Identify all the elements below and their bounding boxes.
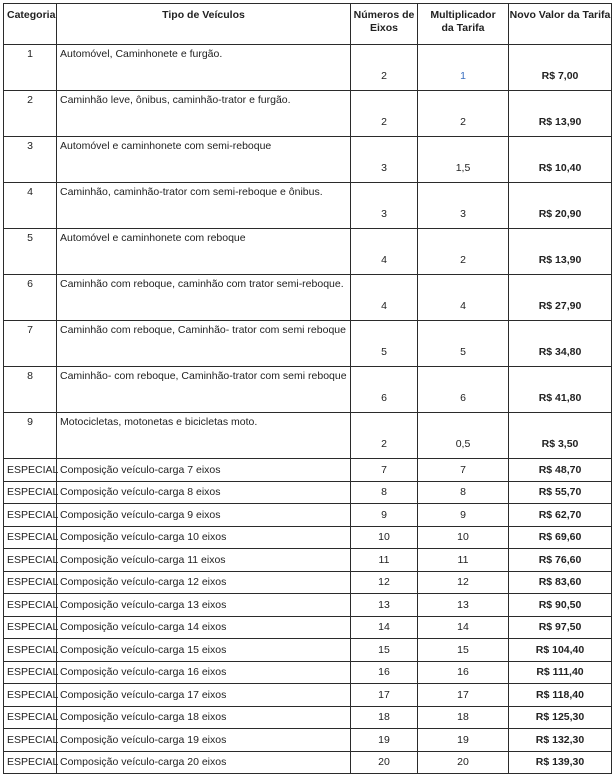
cell-multiplicador: 14 [418,616,509,639]
cell-numero-de-eixos: 16 [351,661,418,684]
cell-categoria: 6 [4,275,57,321]
cell-numero-de-eixos: 6 [351,367,418,413]
header-mult-line2: da Tarifa [441,22,485,34]
table-row [4,137,612,183]
cell-numero-de-eixos: 17 [351,684,418,707]
cell-categoria: ESPECIAL [4,549,57,572]
cell-multiplicador: 11 [418,549,509,572]
cell-multiplicador: 9 [418,504,509,527]
cell-novo-valor: R$ 118,40 [509,684,612,707]
table-row [4,183,612,229]
cell-tipo-de-veiculo: Composição veículo-carga 16 eixos [57,661,351,684]
cell-categoria: ESPECIAL [4,616,57,639]
cell-numero-de-eixos: 8 [351,481,418,504]
cell-tipo-de-veiculo: Composição veículo-carga 10 eixos [57,526,351,549]
cell-tipo-de-veiculo: Composição veículo-carga 15 eixos [57,639,351,662]
cell-numero-de-eixos: 15 [351,639,418,662]
cell-tipo-de-veiculo: Automóvel e caminhonete com reboque [57,229,351,275]
cell-numero-de-eixos: 2 [351,45,418,91]
cell-numero-de-eixos: 20 [351,751,418,774]
cell-numero-de-eixos: 7 [351,459,418,482]
table-row [4,526,612,549]
cell-multiplicador: 2 [418,91,509,137]
cell-multiplicador: 3 [418,183,509,229]
cell-multiplicador: 18 [418,706,509,729]
header-novo-valor: Novo Valor da Tarifa [509,4,612,45]
header-eixos-line1: Números de [353,9,415,21]
cell-multiplicador: 8 [418,481,509,504]
table-header-row [4,4,612,45]
cell-numero-de-eixos: 11 [351,549,418,572]
cell-categoria: 1 [4,45,57,91]
cell-tipo-de-veiculo: Caminhão com reboque, Caminhão- trator com semi reboque [57,321,351,367]
cell-tipo-de-veiculo: Caminhão leve, ônibus, caminhão-trator e furgão. [57,91,351,137]
table-row [4,275,612,321]
cell-novo-valor: R$ 34,80 [509,321,612,367]
header-multiplicador [418,4,509,45]
cell-numero-de-eixos: 18 [351,706,418,729]
cell-novo-valor: R$ 3,50 [509,413,612,459]
cell-multiplicador: 7 [418,459,509,482]
cell-tipo-de-veiculo: Composição veículo-carga 9 eixos [57,504,351,527]
cell-tipo-de-veiculo: Composição veículo-carga 7 eixos [57,459,351,482]
cell-multiplicador: 5 [418,321,509,367]
cell-numero-de-eixos: 2 [351,91,418,137]
cell-novo-valor: R$ 83,60 [509,571,612,594]
cell-tipo-de-veiculo: Composição veículo-carga 19 eixos [57,729,351,752]
cell-categoria: ESPECIAL [4,684,57,707]
table-row [4,459,612,482]
cell-categoria: 7 [4,321,57,367]
table-row [4,45,612,91]
cell-tipo-de-veiculo: Caminhão- com reboque, Caminhão-trator com semi reboque [57,367,351,413]
cell-numero-de-eixos: 4 [351,275,418,321]
table-body [4,45,612,774]
cell-novo-valor: R$ 48,70 [509,459,612,482]
table-row [4,661,612,684]
table-row [4,481,612,504]
cell-numero-de-eixos: 19 [351,729,418,752]
cell-novo-valor: R$ 97,50 [509,616,612,639]
cell-tipo-de-veiculo: Automóvel e caminhonete com semi-reboque [57,137,351,183]
header-eixos-line2: Eixos [369,22,398,34]
cell-multiplicador: 13 [418,594,509,617]
cell-novo-valor: R$ 132,30 [509,729,612,752]
header-tipo-de-veiculos: Tipo de Veículos [57,4,351,45]
cell-categoria: ESPECIAL [4,594,57,617]
cell-numero-de-eixos: 2 [351,413,418,459]
header-numeros-de-eixos [351,4,418,45]
cell-tipo-de-veiculo: Automóvel, Caminhonete e furgão. [57,45,351,91]
table-row [4,684,612,707]
cell-novo-valor: R$ 76,60 [509,549,612,572]
cell-categoria: ESPECIAL [4,661,57,684]
cell-multiplicador: 2 [418,229,509,275]
cell-categoria: 3 [4,137,57,183]
table-row [4,639,612,662]
cell-novo-valor: R$ 69,60 [509,526,612,549]
table-row [4,571,612,594]
cell-novo-valor: R$ 7,00 [509,45,612,91]
table-row [4,413,612,459]
cell-tipo-de-veiculo: Composição veículo-carga 20 eixos [57,751,351,774]
cell-categoria: ESPECIAL [4,751,57,774]
cell-multiplicador: 1 [418,45,509,91]
cell-categoria: ESPECIAL [4,481,57,504]
cell-tipo-de-veiculo: Motocicletas, motonetas e bicicletas moto. [57,413,351,459]
cell-tipo-de-veiculo: Composição veículo-carga 18 eixos [57,706,351,729]
table-row [4,504,612,527]
cell-novo-valor: R$ 10,40 [509,137,612,183]
cell-multiplicador: 4 [418,275,509,321]
cell-tipo-de-veiculo: Composição veículo-carga 17 eixos [57,684,351,707]
cell-multiplicador: 16 [418,661,509,684]
cell-tipo-de-veiculo: Composição veículo-carga 12 eixos [57,571,351,594]
cell-categoria: 2 [4,91,57,137]
cell-categoria: ESPECIAL [4,459,57,482]
table-row [4,729,612,752]
table-row [4,91,612,137]
cell-multiplicador: 1,5 [418,137,509,183]
cell-categoria: 9 [4,413,57,459]
cell-categoria: ESPECIAL [4,706,57,729]
cell-novo-valor: R$ 20,90 [509,183,612,229]
cell-novo-valor: R$ 13,90 [509,229,612,275]
cell-tipo-de-veiculo: Caminhão com reboque, caminhão com trator semi-reboque. [57,275,351,321]
cell-numero-de-eixos: 14 [351,616,418,639]
cell-categoria: 8 [4,367,57,413]
cell-novo-valor: R$ 90,50 [509,594,612,617]
cell-categoria: ESPECIAL [4,639,57,662]
cell-multiplicador: 17 [418,684,509,707]
cell-multiplicador: 15 [418,639,509,662]
cell-categoria: 4 [4,183,57,229]
cell-multiplicador: 12 [418,571,509,594]
cell-multiplicador: 20 [418,751,509,774]
cell-novo-valor: R$ 55,70 [509,481,612,504]
table-row [4,616,612,639]
cell-novo-valor: R$ 13,90 [509,91,612,137]
cell-numero-de-eixos: 5 [351,321,418,367]
cell-novo-valor: R$ 139,30 [509,751,612,774]
toll-tariff-table [3,3,612,774]
table-row [4,367,612,413]
cell-tipo-de-veiculo: Composição veículo-carga 8 eixos [57,481,351,504]
cell-multiplicador: 0,5 [418,413,509,459]
cell-tipo-de-veiculo: Composição veículo-carga 14 eixos [57,616,351,639]
cell-numero-de-eixos: 9 [351,504,418,527]
cell-multiplicador: 10 [418,526,509,549]
table-row [4,706,612,729]
cell-numero-de-eixos: 3 [351,137,418,183]
cell-categoria: ESPECIAL [4,504,57,527]
cell-numero-de-eixos: 3 [351,183,418,229]
header-mult-line1: Multiplicador [430,9,496,21]
cell-multiplicador: 19 [418,729,509,752]
table-row [4,594,612,617]
cell-numero-de-eixos: 12 [351,571,418,594]
cell-tipo-de-veiculo: Caminhão, caminhão-trator com semi-reboque e ônibus. [57,183,351,229]
cell-numero-de-eixos: 10 [351,526,418,549]
cell-categoria: ESPECIAL [4,526,57,549]
cell-novo-valor: R$ 27,90 [509,275,612,321]
table-row [4,229,612,275]
cell-novo-valor: R$ 104,40 [509,639,612,662]
cell-novo-valor: R$ 41,80 [509,367,612,413]
cell-numero-de-eixos: 4 [351,229,418,275]
cell-numero-de-eixos: 13 [351,594,418,617]
cell-novo-valor: R$ 62,70 [509,504,612,527]
cell-categoria: ESPECIAL [4,571,57,594]
table-row [4,549,612,572]
table-row [4,321,612,367]
cell-novo-valor: R$ 125,30 [509,706,612,729]
cell-categoria: 5 [4,229,57,275]
table-row [4,751,612,774]
cell-novo-valor: R$ 111,40 [509,661,612,684]
cell-categoria: ESPECIAL [4,729,57,752]
cell-tipo-de-veiculo: Composição veículo-carga 13 eixos [57,594,351,617]
cell-tipo-de-veiculo: Composição veículo-carga 11 eixos [57,549,351,572]
header-categoria: Categoria [4,4,57,45]
cell-multiplicador: 6 [418,367,509,413]
